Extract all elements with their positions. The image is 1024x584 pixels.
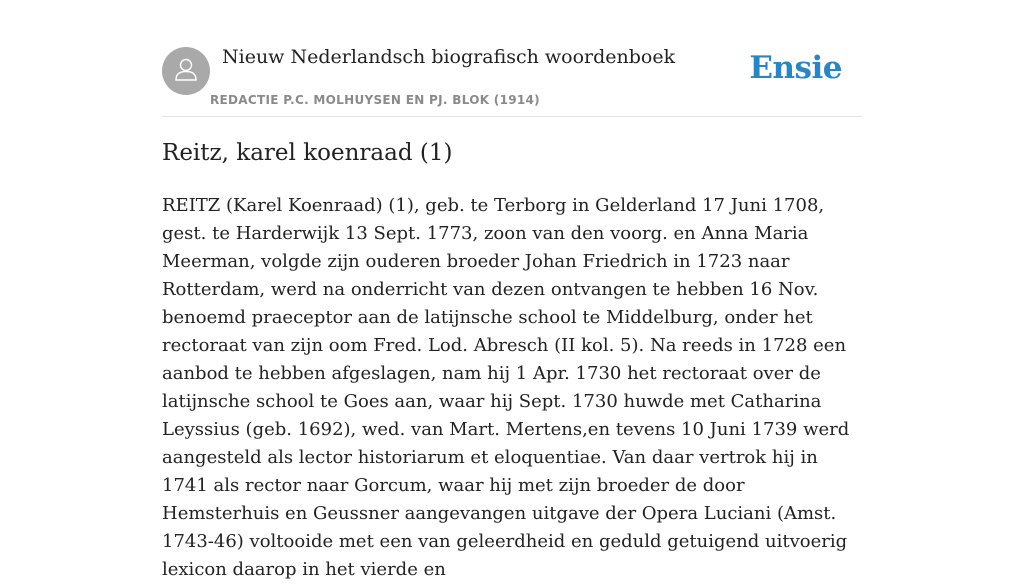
user-icon xyxy=(172,55,200,88)
source-title[interactable]: Nieuw Nederlandsch biografisch woordenboek xyxy=(222,46,676,68)
ensie-logo[interactable]: Ensie xyxy=(749,50,842,86)
avatar[interactable] xyxy=(162,47,210,95)
article-body: REITZ (Karel Koenraad) (1), geb. te Terborg in Gelderland 17 Juni 1708, gest. te Harderwijk 13 Sept. 1773, zoon van den voorg. en Anna Maria Meerman, volgde zijn ouderen broeder Johan Friedrich in 1723 naar Rotterdam, werd na onderricht van dezen ontvangen te hebben 16 Nov. benoemd praeceptor aan de latijnsche school te Middelburg, onder het rectoraat van zijn oom Fred. Lod. Abresch (II kol. 5). Na reeds in 1728 een aanbod te hebben afgeslagen, nam hij 1 Apr. 1730 het rectoraat over de latijnsche school te Goes aan, waar hij Sept. 1730 huwde met Catharina Leyssius (geb. 1692), wed. van Mart. Mertens,en tevens 10 Juni 1739 werd aangesteld als lector historiarum et eloquentiae. Van daar vertrok hij in 1741 als rector naar Gorcum, waar hij met zijn broeder de door Hemsterhuis en Geussner aangevangen uitgave der Opera Luciani (Amst. 1743-46) voltooide met een van geleerdheid en geduld getuigend uitvoerig lexicon daarop in het vierde en xyxy=(162,195,850,580)
source-editors: REDACTIE P.C. MOLHUYSEN EN PJ. BLOK (1914) xyxy=(210,93,540,107)
article-title: Reitz, karel koenraad (1) xyxy=(162,140,453,166)
source-header xyxy=(162,40,862,117)
